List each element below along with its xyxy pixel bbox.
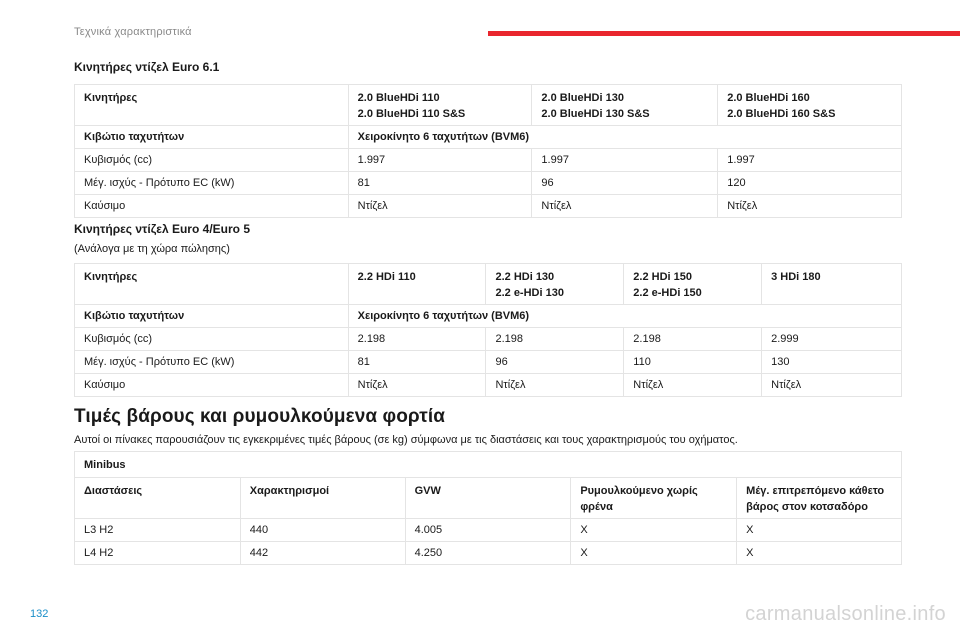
table-row bbox=[75, 374, 902, 397]
engines-label: Κινητήρες bbox=[75, 264, 349, 305]
column-header: GVW bbox=[405, 478, 571, 519]
table-row bbox=[75, 195, 902, 218]
table-row bbox=[75, 328, 902, 351]
cell: Ντίζελ bbox=[624, 374, 762, 397]
cell: X bbox=[571, 519, 737, 542]
section-note: (Ανάλογα με τη χώρα πώλησης) bbox=[74, 243, 230, 255]
engine-cell: 2.0 BlueHDi 110 2.0 BlueHDi 110 S&S bbox=[348, 85, 532, 126]
table-row bbox=[75, 542, 902, 565]
chapter-title: Τεχνικά χαρακτηριστικά bbox=[74, 26, 192, 38]
column-header: Διαστάσεις bbox=[75, 478, 241, 519]
cell: Ντίζελ bbox=[348, 195, 532, 218]
section-title-euro61: Κινητήρες ντίζελ Euro 6.1 bbox=[74, 60, 220, 74]
cell: 110 bbox=[624, 351, 762, 374]
row-label: Μέγ. ισχύς - Πρότυπο EC (kW) bbox=[75, 172, 349, 195]
page-number: 132 bbox=[30, 608, 49, 620]
cell: 81 bbox=[348, 351, 486, 374]
cell: Ντίζελ bbox=[718, 195, 902, 218]
table-header-row bbox=[75, 478, 902, 519]
weights-table bbox=[74, 451, 902, 565]
cell: L3 H2 bbox=[75, 519, 241, 542]
cell: Ντίζελ bbox=[762, 374, 902, 397]
cell: 120 bbox=[718, 172, 902, 195]
row-label: Καύσιμο bbox=[75, 374, 349, 397]
table-row bbox=[75, 149, 902, 172]
vehicle-type-label: Minibus bbox=[75, 452, 902, 478]
cell: Ντίζελ bbox=[532, 195, 718, 218]
weights-intro: Αυτοί οι πίνακες παρουσιάζουν τις εγκεκριμένες τιμές βάρους (σε kg) σύμφωνα με τις διαστάσεις και τους χαρακτηρισμούς του οχήματος. bbox=[74, 434, 738, 446]
engine-cell: 2.2 HDi 110 bbox=[348, 264, 486, 305]
cell: 96 bbox=[486, 351, 624, 374]
cell: 2.198 bbox=[348, 328, 486, 351]
cell: 440 bbox=[240, 519, 405, 542]
cell: X bbox=[737, 519, 902, 542]
engine-cell: 2.2 HDi 130 2.2 e-HDi 130 bbox=[486, 264, 624, 305]
section-title-euro45: Κινητήρες ντίζελ Euro 4/Euro 5 bbox=[74, 222, 250, 236]
gearbox-row bbox=[75, 126, 902, 149]
cell: 442 bbox=[240, 542, 405, 565]
gearbox-label: Κιβώτιο ταχυτήτων bbox=[75, 305, 349, 328]
row-label: Κυβισμός (cc) bbox=[75, 328, 349, 351]
column-header: Ρυμουλκούμενο χωρίς φρένα bbox=[571, 478, 737, 519]
watermark: carmanualsonline.info bbox=[745, 603, 946, 625]
engine-cell: 2.0 BlueHDi 130 2.0 BlueHDi 130 S&S bbox=[532, 85, 718, 126]
cell: 1.997 bbox=[718, 149, 902, 172]
section-heading-weights: Τιμές βάρους και ρυμουλκούμενα φορτία bbox=[74, 406, 445, 427]
row-label: Κυβισμός (cc) bbox=[75, 149, 349, 172]
table-row bbox=[75, 519, 902, 542]
euro61-engine-table bbox=[74, 84, 902, 218]
column-header: Χαρακτηρισμοί bbox=[240, 478, 405, 519]
engine-cell: 2.0 BlueHDi 160 2.0 BlueHDi 160 S&S bbox=[718, 85, 902, 126]
euro45-engine-table bbox=[74, 263, 902, 397]
gearbox-value: Χειροκίνητο 6 ταχυτήτων (BVM6) bbox=[348, 126, 901, 149]
header-accent-bar bbox=[488, 31, 960, 36]
row-label: Καύσιμο bbox=[75, 195, 349, 218]
cell: 4.250 bbox=[405, 542, 571, 565]
cell: 2.999 bbox=[762, 328, 902, 351]
cell: 2.198 bbox=[624, 328, 762, 351]
table-header-row bbox=[75, 85, 902, 126]
cell: 130 bbox=[762, 351, 902, 374]
gearbox-value: Χειροκίνητο 6 ταχυτήτων (BVM6) bbox=[348, 305, 901, 328]
cell: L4 H2 bbox=[75, 542, 241, 565]
cell: 81 bbox=[348, 172, 532, 195]
table-row bbox=[75, 351, 902, 374]
column-header: Μέγ. επιτρεπόμενο κάθετο βάρος στον κοτσαδόρο bbox=[737, 478, 902, 519]
gearbox-label: Κιβώτιο ταχυτήτων bbox=[75, 126, 349, 149]
table-header-row bbox=[75, 264, 902, 305]
cell: 2.198 bbox=[486, 328, 624, 351]
cell: X bbox=[571, 542, 737, 565]
weights-section-row bbox=[75, 452, 902, 478]
cell: 1.997 bbox=[348, 149, 532, 172]
table-row bbox=[75, 172, 902, 195]
cell: 1.997 bbox=[532, 149, 718, 172]
engines-label: Κινητήρες bbox=[75, 85, 349, 126]
gearbox-row bbox=[75, 305, 902, 328]
cell: 96 bbox=[532, 172, 718, 195]
row-label: Μέγ. ισχύς - Πρότυπο EC (kW) bbox=[75, 351, 349, 374]
engine-cell: 2.2 HDi 150 2.2 e-HDi 150 bbox=[624, 264, 762, 305]
cell: 4.005 bbox=[405, 519, 571, 542]
cell: Ντίζελ bbox=[348, 374, 486, 397]
engine-cell: 3 HDi 180 bbox=[762, 264, 902, 305]
cell: X bbox=[737, 542, 902, 565]
cell: Ντίζελ bbox=[486, 374, 624, 397]
